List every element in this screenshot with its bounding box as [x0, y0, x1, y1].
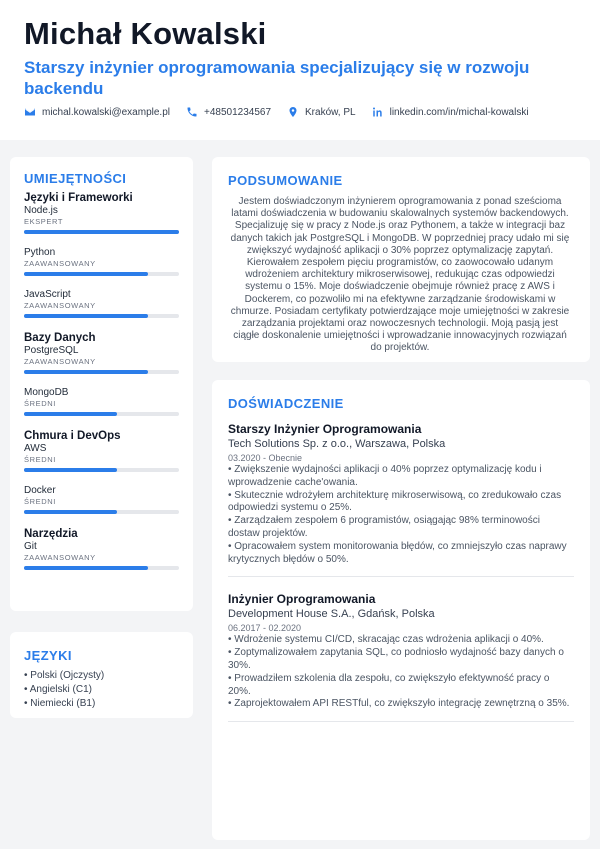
summary-title: PODSUMOWANIE [228, 173, 343, 188]
job-company: Development House S.A., Gdańsk, Polska [228, 608, 435, 621]
skill-item [24, 484, 179, 514]
summary-text: Jestem doświadczonym inżynierem oprogramowania z ponad sześcioma latami doświadczenia w budowaniu skalowalnych systemów backendowych. Specjalizuję się w pracy z Node.js oraz Pythonem, a także w integracji baz danych takich jak PostgreSQL i MongoDB. W poprzedniej pracy udało mi się zwiększyć wydajność aplikacji o 30% poprzez optymalizację zapytań. Kierowałem zespołem pięciu programistów, co zaowocowało udanym wdrożeniem architektury mikroserwisowej, redukując czas odpowiedzi systemu o 15%. Moje doświadczenie obejmuje również pracę z AWS i Dockerem, co pozwoliło mi na efektywne zarządzanie środowiskami w chmurze. Posiadam certyfikaty potwierdzające moje umiejętności w zakresie zarządzania projektami oraz nowoczesnych technologii. Moją pasją jest ciągłe doskonalenie umiejętności i wprowadzanie innowacyjnych rozwiązań do projektów. [230, 196, 570, 354]
skill-level: ŚREDNI [24, 497, 56, 506]
job-bullet: • Wdrożenie systemu CI/CD, skracając czas wdrożenia aplikacji o 40%. [228, 634, 544, 646]
skill-bar-fill [24, 230, 179, 234]
contact-email[interactable] [24, 106, 170, 118]
language-item: • Niemiecki (B1) [24, 698, 96, 709]
skill-name: PostgreSQL [24, 345, 79, 356]
skill-item [24, 386, 179, 416]
skill-bar [24, 272, 179, 276]
linkedin-icon [372, 106, 384, 118]
skill-bar-fill [24, 468, 117, 472]
contact-location [287, 106, 356, 118]
phone-icon [186, 106, 198, 118]
job-entry [228, 591, 574, 722]
skill-category-title: Chmura i DevOps [24, 430, 121, 442]
skill-name: Node.js [24, 205, 58, 216]
experience-title: DOŚWIADCZENIE [228, 396, 344, 411]
contact-email-text: michal.kowalski@example.pl [42, 106, 170, 118]
skill-bar [24, 468, 179, 472]
contact-list [24, 104, 545, 120]
skill-level: EKSPERT [24, 217, 64, 226]
job-bullet: • Skutecznie wdrożyłem architekturę mikroserwisową, co zredukowało czas odpowiedzi systemu o 25%. [228, 489, 562, 514]
skill-name: MongoDB [24, 387, 69, 398]
skill-name: JavaScript [24, 289, 71, 300]
skill-level: ZAAWANSOWANY [24, 301, 96, 310]
resume-header [0, 0, 600, 140]
job-dates: 03.2020 - Obecnie [228, 453, 303, 463]
job-dates: 06.2017 - 02.2020 [228, 623, 302, 634]
mail-icon [24, 106, 36, 118]
location-icon [287, 106, 299, 118]
job-bullet: • Prowadziłem szkolenia dla zespołu, co zwiększyło efektywność pracy o 20%. [228, 672, 550, 697]
skill-category-title: Języki i Frameworki [24, 192, 133, 204]
candidate-tagline: Starszy inżynier oprogramowania specjalizujący się w rozwoju backendu [24, 58, 530, 98]
language-item: • Polski (Ojczysty) [24, 670, 105, 681]
skill-bar-fill [24, 510, 117, 514]
skill-name: AWS [24, 443, 47, 454]
skill-level: ZAAWANSOWANY [24, 553, 96, 562]
language-item: • Angielski (C1) [24, 684, 92, 695]
skill-bar [24, 566, 179, 570]
job-title: Starszy Inżynier Oprogramowania [228, 422, 422, 436]
skill-bar-fill [24, 314, 148, 318]
contact-phone[interactable] [186, 106, 271, 118]
skills-title: UMIEJĘTNOŚCI [24, 171, 127, 186]
languages-title: JĘZYKI [24, 648, 72, 663]
job-title: Inżynier Oprogramowania [228, 592, 376, 607]
languages-list [24, 669, 179, 711]
skill-level: ZAAWANSOWANY [24, 259, 96, 268]
job-bullet: • Zwiększenie wydajności aplikacji o 40% poprzez optymalizację kodu i wprowadzenie cache'owania. [228, 464, 542, 488]
job-bullet: • Zaprojektowałem API RESTful, co zwiększyło integrację zewnętrzną o 35%. [228, 698, 570, 710]
job-entry [228, 421, 574, 577]
languages-card [10, 632, 193, 718]
skills-card [10, 157, 193, 611]
skill-item [24, 204, 179, 234]
skill-bar [24, 370, 179, 374]
skill-bar-fill [24, 566, 148, 570]
skill-item [24, 344, 179, 374]
skill-item [24, 540, 179, 570]
skill-category-title: Bazy Danych [24, 332, 96, 344]
skill-item [24, 246, 179, 276]
job-bullet: • Opracowałem system monitorowania błędów, co zmniejszyło czas naprawy krytycznych błędów o 50%. [228, 540, 567, 565]
skill-name: Git [24, 541, 37, 552]
experience-card [212, 380, 590, 840]
job-bullet: • Zoptymalizowałem zapytania SQL, co podniosło wydajność bazy danych o 30%. [228, 647, 564, 671]
summary-card [212, 157, 590, 362]
job-bullet: • Zarządzałem zespołem 6 programistów, osiągając 98% terminowości dostaw projektów. [228, 515, 540, 539]
skill-name: Docker [24, 485, 56, 496]
candidate-name: Michał Kowalski [24, 16, 267, 51]
contact-linkedin-text: linkedin.com/in/michal-kowalski [389, 106, 529, 118]
contact-location-text: Kraków, PL [305, 106, 356, 118]
skill-item [24, 288, 179, 318]
contact-phone-text: +48501234567 [203, 106, 272, 118]
skill-bar [24, 412, 179, 416]
skill-level: ŚREDNI [24, 399, 56, 408]
skill-level: ŚREDNI [24, 455, 56, 464]
skill-name: Python [24, 247, 56, 258]
skill-bar [24, 314, 179, 318]
skill-bar-fill [24, 412, 117, 416]
skill-bar-fill [24, 272, 148, 276]
skill-bar [24, 510, 179, 514]
job-company: Tech Solutions Sp. z o.o., Warszawa, Polska [228, 438, 446, 450]
skill-level: ZAAWANSOWANY [24, 357, 96, 366]
contact-linkedin[interactable] [372, 106, 529, 118]
skill-item [24, 442, 179, 472]
skill-bar [24, 230, 179, 234]
skill-category-title: Narzędzia [24, 528, 78, 540]
skill-bar-fill [24, 370, 148, 374]
